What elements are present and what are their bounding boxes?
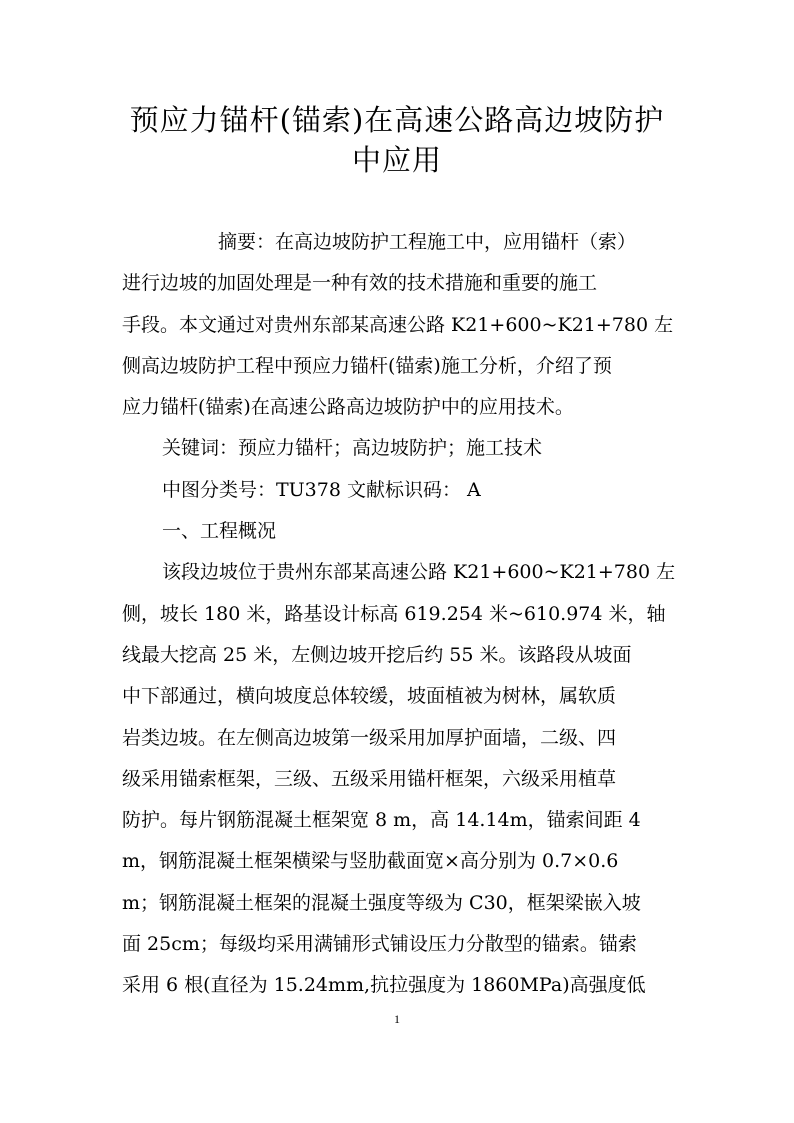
section-line: 级采用锚索框架，三级、五级采用锚杆框架，六级采用植草 [122, 767, 617, 790]
section-line: 防护。每片钢筋混凝土框架宽 8 m，高 14.14m，锚索间距 4 [122, 809, 641, 832]
section-line: 采用 6 根(直径为 15.24mm,抗拉强度为 1860MPa)高强度低 [122, 974, 646, 997]
abstract-line: 摘要：在高边坡防护工程施工中，应用锚杆（索） [218, 231, 637, 253]
section-line: 岩类边坡。在左侧高边坡第一级采用加厚护面墙，二级、四 [122, 726, 617, 749]
section-line: 面 25cm；每级均采用满铺形式铺设压力分散型的锚索。锚索 [122, 933, 637, 956]
section-heading: 一、工程概况 [162, 520, 277, 543]
abstract-line: 进行边坡的加固处理是一种有效的技术措施和重要的施工 [122, 272, 598, 295]
document-title-line-1: 预应力锚杆(锚索)在高速公路高边坡防护 [129, 103, 665, 137]
page-number: 1 [394, 1012, 400, 1026]
classification-line: 中图分类号：TU378 文献标识码： A [162, 478, 481, 501]
abstract-line: 手段。本文通过对贵州东部某高速公路 K21+600~K21+780 左 [122, 313, 674, 336]
document-body [122, 222, 682, 1007]
section-line: 中下部通过，横向坡度总体较缓，坡面植被为树林，属软质 [122, 685, 617, 708]
section-line: 该段边坡位于贵州东部某高速公路 K21+600~K21+780 左 [162, 561, 676, 584]
keywords-line: 关键词：预应力锚杆；高边坡防护；施工技术 [162, 437, 543, 460]
section-line: 侧，坡长 180 米，路基设计标高 619.254 米~610.974 米，轴 [122, 602, 666, 625]
abstract-line: 应力锚杆(锚索)在高速公路高边坡防护中的应用技术。 [122, 396, 574, 419]
section-line: m，钢筋混凝土框架横梁与竖肋截面宽×高分别为 0.7×0.6 [122, 850, 619, 873]
abstract-line: 侧高边坡防护工程中预应力锚杆(锚索)施工分析，介绍了预 [122, 354, 612, 377]
document-title-line-2: 中应用 [351, 143, 442, 177]
section-line: 线最大挖高 25 米，左侧边坡开挖后约 55 米。该路段从坡面 [122, 643, 632, 666]
section-line: m；钢筋混凝土框架的混凝土强度等级为 C30，框架梁嵌入坡 [122, 891, 641, 914]
